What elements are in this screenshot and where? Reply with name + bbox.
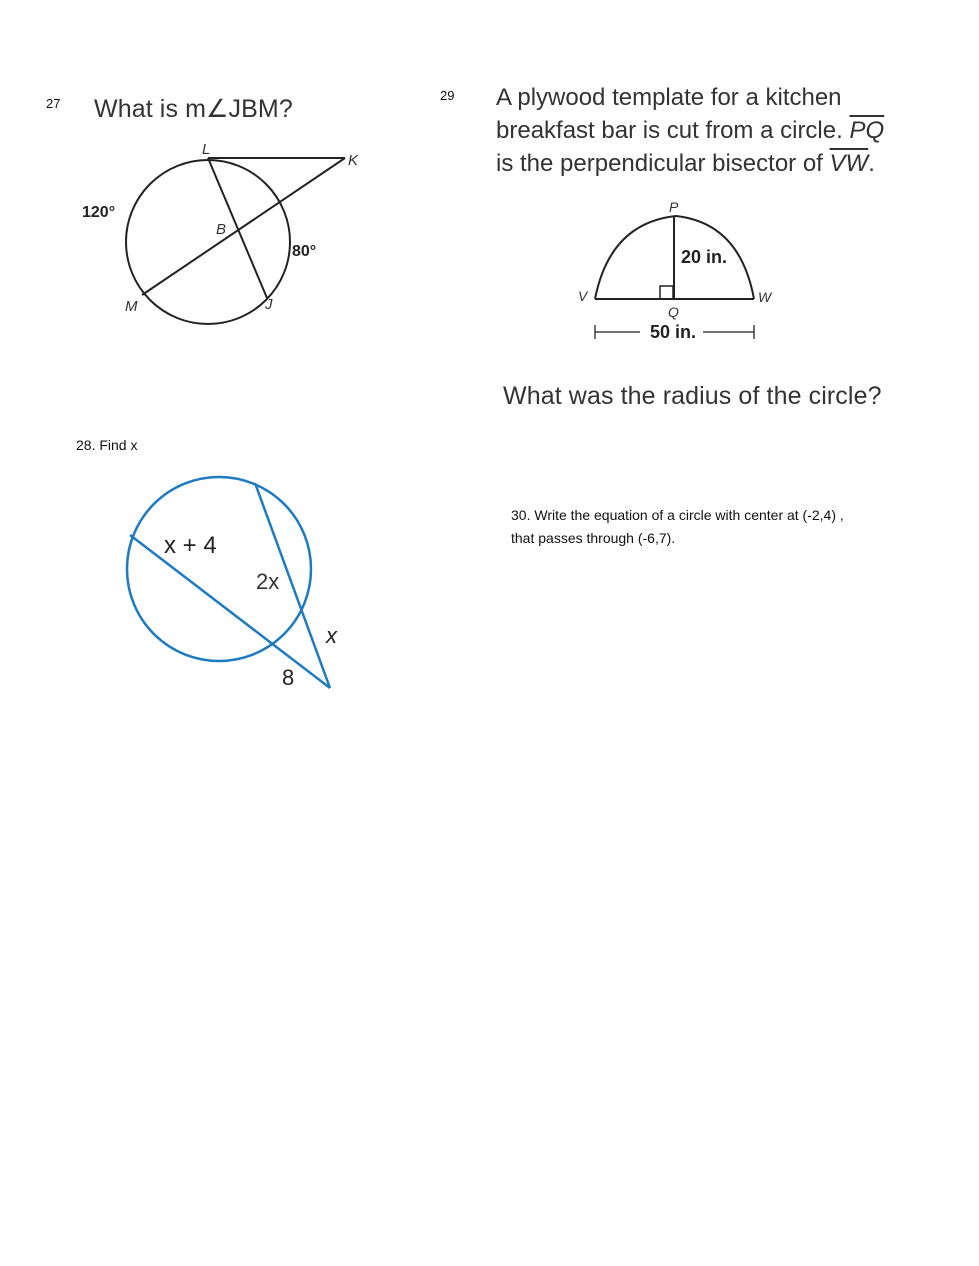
label-x: x <box>326 623 337 648</box>
label-P: P <box>669 199 679 215</box>
problem-29-line-3 <box>496 147 966 180</box>
label-W: W <box>758 289 772 305</box>
problem-29-line-1: A plywood template for a kitchen <box>496 84 842 111</box>
problem-30-line-1: 30. Write the equation of a circle with center at (-2,4) , <box>511 507 844 523</box>
problem-27-prompt: What is m∠JBM? <box>94 95 293 123</box>
problem-28-figure <box>110 465 370 705</box>
circle-28 <box>127 477 311 661</box>
problem-29-line-2-text: breakfast bar is cut from a circle. <box>496 117 850 144</box>
problem-27-figure <box>70 135 370 335</box>
problem-29-line-2 <box>496 114 966 147</box>
label-K: K <box>348 152 359 169</box>
segment-VW: $\overline{VW}$ <box>829 150 869 177</box>
problem-29-number: 29 <box>440 88 455 103</box>
label-Q: Q <box>668 304 679 320</box>
label-L: L <box>202 141 211 158</box>
right-angle-mark <box>660 286 673 299</box>
problem-30-text <box>511 504 931 550</box>
arc-label-120: 120° <box>82 204 116 221</box>
problem-29-figure <box>570 195 790 355</box>
problem-27-number: 27 <box>46 96 61 111</box>
problem-28-header: 28. Find x <box>76 437 138 453</box>
label-M: M <box>125 298 138 315</box>
label-x-plus-4: x + 4 <box>164 532 217 559</box>
width-label: 50 in. <box>650 322 697 342</box>
problem-29-line-3-text: is the perpendicular bisector of <box>496 150 830 177</box>
label-V: V <box>578 288 588 304</box>
label-8: 8 <box>282 665 295 690</box>
segment-PQ: $\overline{PQ}$ <box>849 117 885 144</box>
problem-29-line-3-end: . <box>868 150 875 177</box>
arc-label-80: 80° <box>292 243 317 260</box>
problem-29-text <box>496 81 966 180</box>
label-B: B <box>216 221 227 238</box>
problem-30-line-2: that passes through (-6,7). <box>511 530 676 546</box>
problem-29-question: What was the radius of the circle? <box>503 382 882 410</box>
label-2x: 2x <box>256 569 280 594</box>
label-J: J <box>265 296 273 313</box>
height-label: 20 in. <box>681 247 728 267</box>
secant-line-KM <box>142 158 345 295</box>
